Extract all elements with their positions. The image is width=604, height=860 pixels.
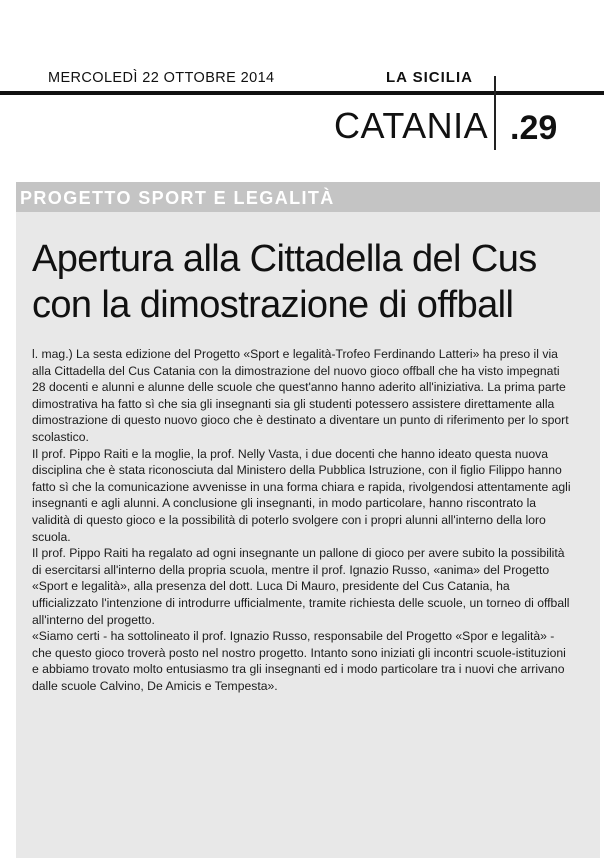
headline-line-1: Apertura alla Cittadella del Cus — [32, 238, 537, 280]
headline-line-2: con la dimostrazione di offball — [32, 284, 514, 326]
section-name: CATANIA — [334, 105, 489, 146]
publication-date: MERCOLEDÌ 22 OTTOBRE 2014 — [48, 70, 275, 86]
article-body — [32, 346, 574, 694]
article-kicker: PROGETTO SPORT E LEGALITÀ — [20, 188, 335, 208]
article-headline — [32, 236, 592, 328]
article-paragraph: l. mag.) La sesta edizione del Progetto «Sport e legalità-Trofeo Ferdinando Latteri» ha preso il via alla Cittadella del Cus Catania con la dimostrazione del nuovo gioco offball che ha visto impegnati 28 docenti e alunni e alunne delle scuole che quest'anno hanno aderito all'iniziativa. La prima parte dimostrativa ha fatto sì che sia gli insegnanti sia gli studenti potessero assistere direttamente alla dimostrazione di questo nuovo gioco che è destinato a diventare un punto di riferimento per lo sport scolastico. — [32, 347, 569, 444]
article-paragraph: «Siamo certi - ha sottolineato il prof. Ignazio Russo, responsabile del Progetto «Spor e legalità» - che questo gioco troverà posto nel nostro progetto. Intanto sono iniziati gli incontri scuole-istituzioni e abbiamo trovato molto entusiasmo tra gli insegnanti ed i modo particolare tra i nuovi che arrivano dalle scuole Calvino, De Amicis e Tempesta». — [32, 629, 566, 693]
article-paragraph: Il prof. Pippo Raiti e la moglie, la prof. Nelly Vasta, i due docenti che hanno ideato questa nuova disciplina che è stata riconosciuta dal Ministero della Pubblica Istruzione, con il figlio Filippo hanno fatto sì che la comunicazione avvenisse in una forma chiara e rapida, rivolgendosi attentamente agli insegnanti e agli alunni. A conclusione gli insegnanti, in modo particolare, hanno riscontrato la validità di questo gioco e la possibilità di poterlo svolgere con i propri alunni all'interno della loro scuola. — [32, 446, 571, 544]
article-paragraph: Il prof. Pippo Raiti ha regalato ad ogni insegnante un pallone di gioco per avere subito la possibilità di esercitarsi all'interno della propria scuola, mentre il prof. Ignazio Russo, «anima» del Progetto «Sport e legalità», alla presenza del dott. Luca Di Mauro, presidente del Cus Catania, ha ufficializzato l'intenzione di introdurre ufficialmente, tramite richiesta delle scuole, un torneo di offball all'interno del progetto. — [32, 546, 570, 627]
masthead-divider — [494, 76, 496, 150]
newspaper-name: LA SICILIA — [386, 69, 473, 86]
masthead-rule — [0, 91, 604, 95]
page-number: .29 — [510, 109, 558, 147]
